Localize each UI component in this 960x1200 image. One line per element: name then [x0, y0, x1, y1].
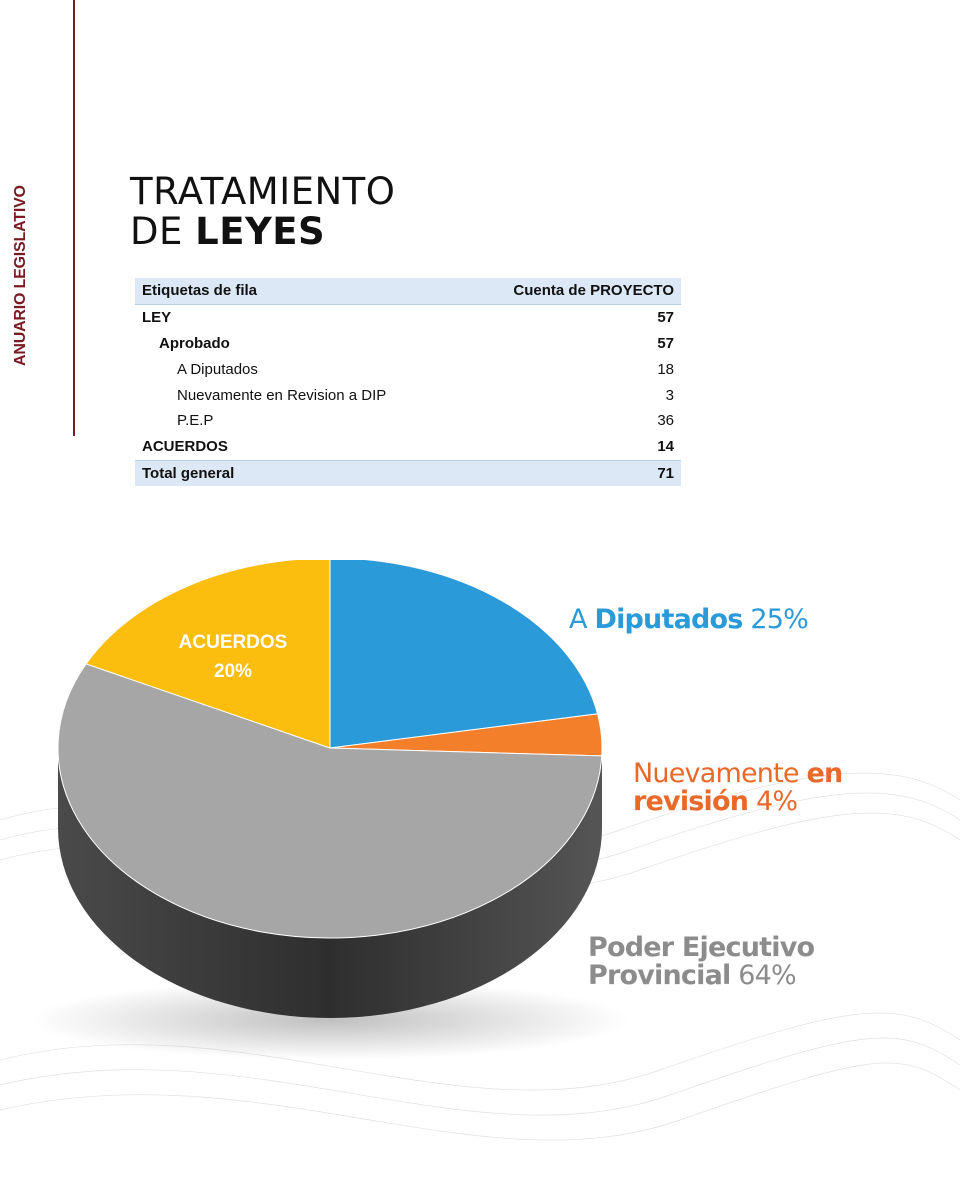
row-value: 36 — [657, 412, 674, 430]
header-count: Cuenta de PROYECTO — [461, 278, 681, 304]
table-row — [135, 408, 681, 434]
row-label: Aprobado — [159, 334, 230, 352]
row-label: LEY — [142, 309, 172, 327]
row-value: 18 — [657, 360, 674, 378]
page-title — [130, 172, 395, 252]
table-row — [135, 382, 681, 408]
row-label: ACUERDOS — [142, 438, 228, 456]
pie-chart — [0, 560, 960, 1080]
total-label: Total general — [135, 460, 461, 486]
table-row — [135, 434, 681, 460]
row-label: A Diputados — [177, 360, 258, 378]
title-line-2 — [130, 212, 395, 252]
title-line-2-prefix: DE — [130, 210, 196, 253]
label-rev-revision: revisión — [633, 786, 749, 817]
label-pep-pct: 64% — [738, 960, 796, 991]
label-dip-pct: 25% — [750, 604, 808, 635]
pie-top — [58, 560, 602, 938]
label-nuevamente-en-revision — [633, 760, 842, 816]
label-dip-prefix: A — [569, 604, 595, 635]
label-rev-pct: 4% — [755, 786, 798, 817]
sidebar-divider — [73, 0, 75, 436]
label-a-diputados — [569, 606, 808, 634]
row-value: 57 — [657, 309, 674, 327]
label-pep-line2 — [588, 962, 814, 990]
table-total-row — [135, 460, 681, 486]
title-line-2-bold: LEYES — [195, 210, 326, 253]
table-row — [135, 331, 681, 357]
label-dip-name: Diputados — [594, 604, 743, 635]
label-rev-text: Nuevamente — [633, 758, 807, 789]
total-value: 71 — [461, 460, 681, 486]
table-row — [135, 356, 681, 382]
pivot-table — [135, 278, 681, 486]
label-acu-pct: 20% — [213, 661, 253, 682]
row-label: P.E.P — [177, 412, 214, 430]
label-pep-line1: Poder Ejecutivo — [588, 932, 815, 963]
label-acu-name: ACUERDOS — [178, 632, 288, 653]
table-header-row — [135, 278, 681, 304]
label-rev-en: en — [806, 758, 843, 789]
label-poder-ejecutivo — [588, 934, 814, 990]
row-value: 57 — [657, 334, 674, 352]
label-acuerdos — [165, 628, 301, 686]
row-value: 3 — [665, 386, 674, 404]
sidebar-label: ANUARIO LEGISLATIVO — [12, 185, 29, 366]
title-line-1: TRATAMIENTO — [130, 170, 396, 213]
row-value: 14 — [657, 438, 674, 456]
row-label: Nuevamente en Revision a DIP — [177, 386, 387, 404]
header-row-labels: Etiquetas de fila — [135, 278, 461, 304]
label-rev-line1 — [633, 760, 842, 788]
table-row — [135, 304, 681, 330]
label-rev-line2 — [633, 788, 842, 816]
label-pep-provincial: Provincial — [588, 960, 731, 991]
